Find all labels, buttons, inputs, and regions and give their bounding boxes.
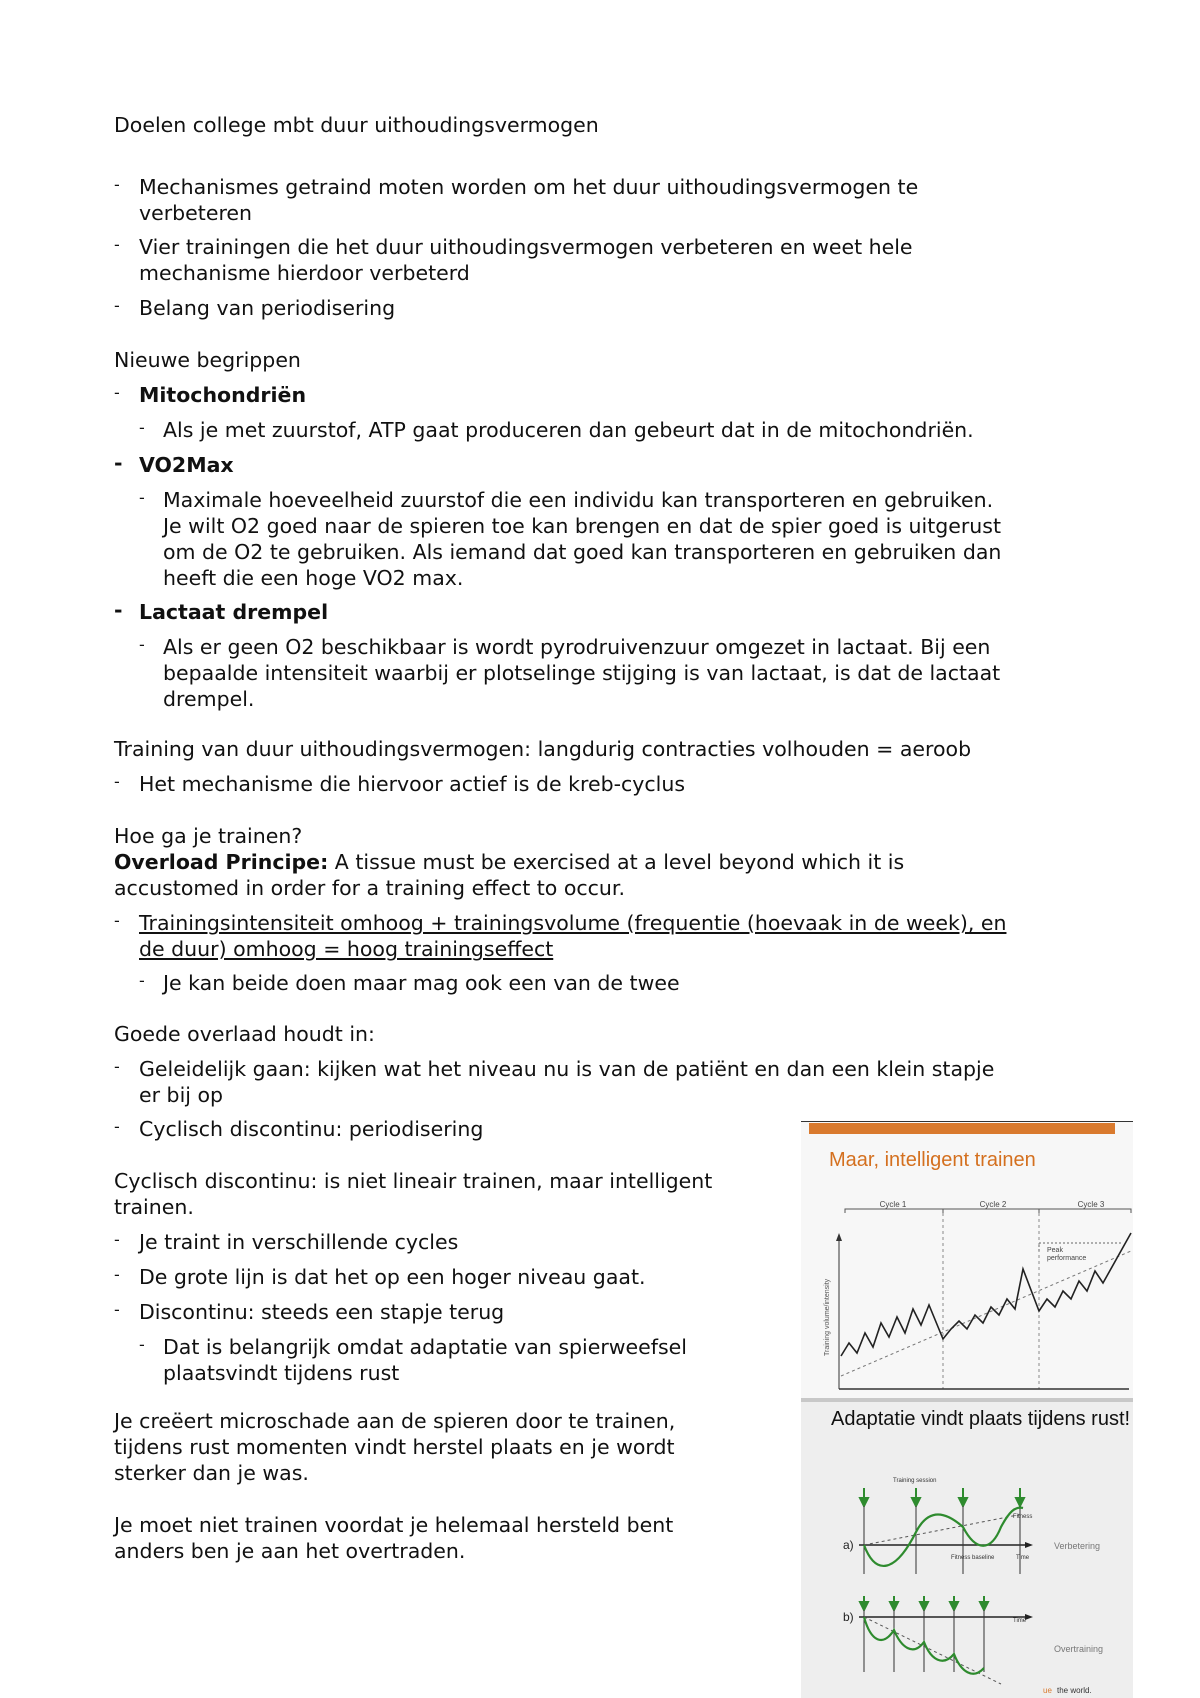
underlined-statement: Trainingsintensiteit omhoog + trainingsvolume (frequentie (hoevaak in de week), en <box>139 911 1007 935</box>
doel-item: Mechanismes getraind moten worden om het duur uithoudingsvermogen te <box>139 175 919 199</box>
footer-brand: ue <box>1043 1686 1052 1695</box>
bullet-dash: - <box>114 1057 120 1076</box>
paragraph-line: anders ben je aan het overtraden. <box>114 1539 466 1563</box>
bullet-dash: - <box>114 296 120 315</box>
cyclisch-intro-cont: trainen. <box>114 1195 194 1219</box>
fitness-trend-b <box>864 1617 1001 1684</box>
overlaad-item: Cyclisch discontinu: periodisering <box>139 1117 484 1141</box>
training-line: Training van duur uithoudingsvermogen: langdurig contracties volhouden = aeroob <box>114 737 972 761</box>
training-load-line <box>841 1233 1131 1356</box>
def-vo2max-cont: Je wilt O2 goed naar de spieren toe kan brengen en dat de spier goed is uitgerust <box>163 514 1002 538</box>
peak-label: Peak <box>1047 1247 1063 1254</box>
footer-text: the world. <box>1057 1686 1092 1695</box>
overload-text-cont: accustomed in order for a training effect to occur. <box>114 876 625 900</box>
def-lactaat-cont: bepaalde intensiteit waarbij er plotselinge stijging is van lactaat, is dat de lactaat <box>163 661 1001 685</box>
sub-bullet-dash: - <box>139 488 145 507</box>
hoe-sub: Je kan beide doen maar mag ook een van de twee <box>163 971 680 995</box>
term-vo2max: VO2Max <box>139 453 234 477</box>
fitness-label: Fitness <box>1013 1514 1033 1520</box>
overload-principle <box>114 849 904 875</box>
session-arrows-b <box>860 1596 988 1610</box>
time-label: Time <box>1013 1618 1027 1624</box>
fitness-curve-a <box>864 1508 1023 1566</box>
cycle-label: Cycle 1 <box>879 1200 907 1209</box>
cyclisch-sub-cont: plaatsvindt tijdens rust <box>163 1361 400 1385</box>
term-lactaat-drempel: Lactaat drempel <box>139 600 329 624</box>
bullet-dash: - <box>114 1300 120 1319</box>
slide-intelligent-trainen <box>801 1121 1133 1398</box>
overlaad-item: Geleidelijk gaan: kijken wat het niveau nu is van de patiënt en dan een klein stapje <box>139 1057 995 1081</box>
overlaad-item-cont: er bij op <box>139 1083 224 1107</box>
doelen-heading: Doelen college mbt duur uithoudingsvermogen <box>114 113 599 137</box>
adaptation-chart <box>801 1402 1133 1698</box>
bullet-dash: - <box>114 772 120 791</box>
bullet-dash: - <box>114 598 123 622</box>
underlined-statement-cont: de duur) omhoog = hoog trainingseffect <box>139 937 554 961</box>
session-arrows-a <box>860 1488 1024 1506</box>
training-session-label: Training session <box>893 1478 937 1484</box>
sub-bullet-dash: - <box>139 1335 145 1354</box>
bullet-dash: - <box>114 175 120 194</box>
cycle-bracket <box>1039 1209 1131 1213</box>
slide-title: Maar, intelligent trainen <box>829 1149 1036 1171</box>
bullet-dash: - <box>114 383 120 402</box>
panel-label: a) <box>843 1538 854 1552</box>
term-mitochondrien: Mitochondriën <box>139 383 307 407</box>
def-lactaat: Als er geen O2 beschikbaar is wordt pyrodruivenzuur omgezet in lactaat. Bij een <box>163 635 991 659</box>
time-label: Time <box>1016 1555 1030 1561</box>
embedded-slides-figure <box>801 1121 1133 1698</box>
sub-bullet-dash: - <box>139 635 145 654</box>
def-lactaat-cont: drempel. <box>163 687 255 711</box>
session-lines-a <box>864 1506 1020 1574</box>
hoe-question: Hoe ga je trainen? <box>114 824 303 848</box>
def-vo2max: Maximale hoeveelheid zuurstof die een individu kan transporteren en gebruiken. <box>163 488 994 512</box>
bullet-dash: - <box>114 1117 120 1136</box>
doel-item-cont: verbeteren <box>139 201 253 225</box>
slide-title: Adaptatie vindt plaats tijdens rust! <box>831 1408 1131 1430</box>
sub-bullet-dash: - <box>139 418 145 437</box>
verbetering-label: Verbetering <box>1054 1541 1101 1551</box>
cyclisch-intro: Cyclisch discontinu: is niet lineair trainen, maar intelligent <box>114 1169 713 1193</box>
cyclisch-item: De grote lijn is dat het op een hoger niveau gaat. <box>139 1265 646 1289</box>
def-vo2max-cont: heeft die een hoge VO2 max. <box>163 566 464 590</box>
axis-arrow-icon <box>1025 1542 1033 1548</box>
slide-adaptatie <box>801 1402 1133 1698</box>
overtraining-label: Overtraining <box>1054 1644 1104 1654</box>
paragraph-line: Je moet niet trainen voordat je helemaal hersteld bent <box>114 1513 674 1537</box>
doel-item: Vier trainingen die het duur uithoudingsvermogen verbeteren en weet hele <box>139 235 913 259</box>
overlaad-heading: Goede overlaad houdt in: <box>114 1022 375 1046</box>
begrippen-heading: Nieuwe begrippen <box>114 348 301 372</box>
peak-label: performance <box>1047 1255 1087 1262</box>
baseline-label: Fitness baseline <box>951 1555 995 1561</box>
axis-arrow-icon <box>1025 1614 1033 1620</box>
overload-text: A tissue must be exercised at a level beyond which it is <box>328 850 905 874</box>
def-vo2max-cont: om de O2 te gebruiken. Als iemand dat goed kan transporteren en gebruiken dan <box>163 540 1002 564</box>
cycle-bracket <box>943 1209 1039 1213</box>
periodization-chart <box>801 1121 1133 1398</box>
cyclisch-item: Discontinu: steeds een stapje terug <box>139 1300 505 1324</box>
paragraph-line: sterker dan je was. <box>114 1461 309 1485</box>
overload-label: Overload Principe: <box>114 850 329 874</box>
cyclisch-item: Je traint in verschillende cycles <box>139 1230 459 1254</box>
cyclisch-sub: Dat is belangrijk omdat adaptatie van spierweefsel <box>163 1335 687 1359</box>
cycle-bracket <box>845 1209 943 1213</box>
y-axis-arrow-icon <box>836 1233 842 1241</box>
doel-item-cont: mechanisme hierdoor verbeterd <box>139 261 470 285</box>
bullet-dash: - <box>114 1265 120 1284</box>
bullet-dash: - <box>114 451 123 475</box>
paragraph-line: tijdens rust momenten vindt herstel plaats en je wordt <box>114 1435 675 1459</box>
cycle-label: Cycle 2 <box>979 1200 1007 1209</box>
bullet-dash: - <box>114 1230 120 1249</box>
def-mitochondrien: Als je met zuurstof, ATP gaat produceren dan gebeurt dat in de mitochondriën. <box>163 418 974 442</box>
training-bullet: Het mechanisme die hiervoor actief is de kreb-cyclus <box>139 772 686 796</box>
bullet-dash: - <box>114 235 120 254</box>
paragraph-line: Je creëert microschade aan de spieren door te trainen, <box>114 1409 676 1433</box>
cycle-label: Cycle 3 <box>1077 1200 1105 1209</box>
y-axis-label: Training volume/intensity <box>824 1278 831 1356</box>
bullet-dash: - <box>114 911 120 930</box>
doel-item: Belang van periodisering <box>139 296 396 320</box>
panel-label: b) <box>843 1610 854 1624</box>
trend-line <box>841 1251 1131 1376</box>
sub-bullet-dash: - <box>139 971 145 990</box>
